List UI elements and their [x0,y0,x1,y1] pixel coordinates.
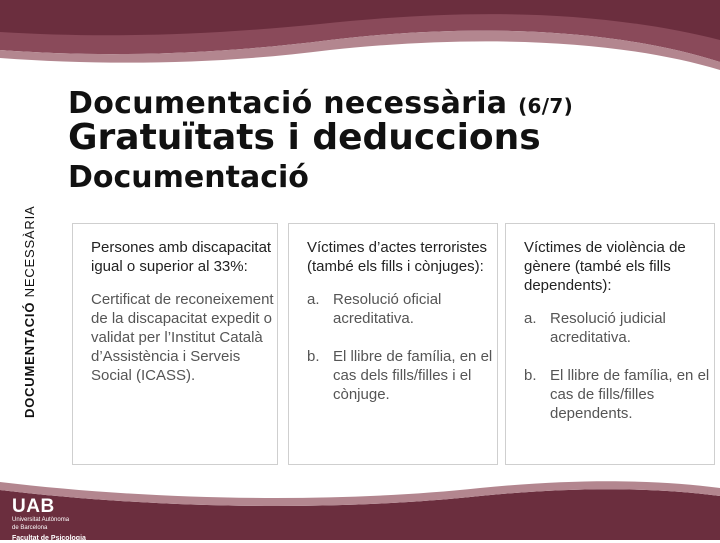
list-item-text: Resolució judicial acreditativa. [550,310,666,346]
list-marker: a. [524,310,537,327]
list-marker: a. [307,291,320,308]
slide-subtitle: Gratuïtats i deduccions [68,117,541,158]
section-heading: Documentació [68,160,309,195]
list-marker: b. [307,348,320,365]
logo-brand: UAB [12,496,55,517]
column-heading: Víctimes de violència de gènere (també els fills dependents): [524,239,686,294]
logo-subtitle-1: Universitat Autònoma [12,517,70,523]
logo-subtitle-2: de Barcelona [12,525,48,531]
slide-part-number: (6/7) [518,94,574,118]
list-marker: b. [524,367,537,384]
column-heading: Víctimes d’actes terroristes (també els fills i cònjuges): [307,239,488,275]
column-terrorism-victims [288,223,498,465]
column-heading: Persones amb discapacitat igual o superior al 33%: [91,239,272,275]
vertical-section-label [22,206,37,418]
list-item [307,290,497,328]
list-item [524,366,714,423]
column-paragraph: Certificat de reconeixement de la discapacitat expedit o validat per l’Institut Català d’Assistència i Serveis Social (ICASS). [91,291,274,384]
column-disability [72,223,278,465]
list-item-text: Resolució oficial acreditativa. [333,291,442,327]
uab-logo [12,497,86,543]
list-item [524,309,714,347]
slide-title-main: Documentació necessària [68,86,508,121]
column-gender-violence-victims [505,223,715,465]
header-decoration [0,0,720,90]
list-item [307,347,497,404]
side-label-bold: DOCUMENTACIÓ [22,301,37,418]
side-label-regular: NECESSÀRIA [22,205,37,298]
logo-faculty: Facultat de Psicologia [12,535,86,542]
list-item-text: El llibre de família, en el cas de fills/filles dependents. [550,367,710,422]
footer-decoration [0,478,720,540]
slide-title [68,86,573,121]
list-item-text: El llibre de família, en el cas dels fills/filles i el cònjuge. [333,348,493,403]
